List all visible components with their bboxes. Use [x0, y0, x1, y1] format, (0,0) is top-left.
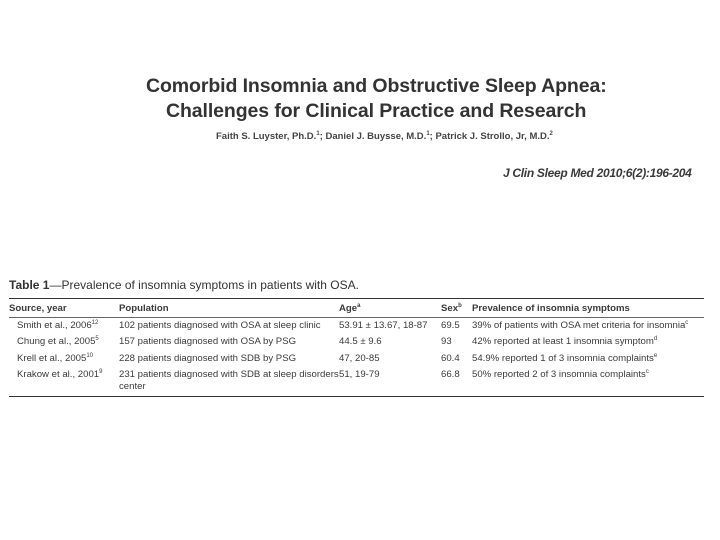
author-name: Daniel J. Buysse, M.D.	[325, 131, 427, 143]
cell-sex: 66.8	[441, 368, 460, 380]
author-list	[216, 131, 553, 142]
column-header-prevalence: Prevalence of insomnia symptoms	[472, 303, 630, 315]
cell-source: Krell et al., 2005$^{10}$	[17, 352, 94, 364]
cell-age: 51, 19-79	[339, 368, 380, 380]
author-separator: ;	[319, 131, 326, 143]
author-name: Patrick J. Strollo, Jr, M.D.	[435, 131, 550, 143]
table-row	[9, 367, 704, 397]
paper-title-line-2: Challenges for Clinical Practice and Research	[166, 100, 587, 122]
cell-sex: 93	[441, 336, 452, 348]
cell-source: Chung et al., 2005$^5$	[17, 336, 99, 348]
cell-prevalence: 39% of patients with OSA met criteria for insomnia$^c$	[472, 320, 689, 332]
cell-prevalence: 50% reported 2 of 3 insomnia complaints$^c$	[472, 368, 649, 380]
cell-source: Smith et al., 2006$^{12}$	[17, 320, 99, 332]
table-row	[9, 318, 704, 335]
author-affiliation: 1	[316, 131, 320, 137]
table-header-row	[9, 299, 704, 318]
table-row	[9, 334, 704, 350]
cell-age: 47, 20-85	[339, 352, 380, 364]
table-label: Table 1	[9, 278, 50, 292]
cell-prevalence: 42% reported at least 1 insomnia symptom$^d$	[472, 336, 658, 348]
cell-population: 157 patients diagnosed with OSA by PSG	[119, 336, 297, 348]
cell-sex: 60.4	[441, 352, 460, 364]
paper-title	[146, 74, 607, 124]
insomnia-prevalence-table	[9, 298, 704, 397]
cell-population: 102 patients diagnosed with OSA at sleep clinic	[119, 320, 321, 332]
author-affiliation: 1	[426, 131, 430, 137]
journal-citation: J Clin Sleep Med 2010;6(2):196-204	[503, 166, 692, 180]
cell-source: Krakow et al., 2001$^9$	[17, 368, 103, 380]
column-header-source: Source, year	[9, 303, 67, 315]
table-header	[9, 299, 704, 318]
table-row	[9, 351, 704, 367]
cell-sex: 69.5	[441, 320, 460, 332]
cell-age: 53.91 ± 13.67, 18-87	[339, 320, 428, 332]
cell-age: 44.5 ± 9.6	[339, 336, 382, 348]
cell-prevalence: 54.9% reported 1 of 3 insomnia complaints$^e$	[472, 352, 658, 364]
column-header-age: Age$^a$	[339, 303, 361, 315]
author-affiliation: 2	[549, 131, 553, 137]
table-caption	[9, 278, 359, 292]
paper-title-line-1: Comorbid Insomnia and Obstructive Sleep Apnea:	[146, 75, 607, 97]
cell-population: 231 patients diagnosed with SDB at sleep disorders center	[119, 368, 339, 392]
table-body	[9, 318, 704, 397]
author-separator: ;	[429, 131, 436, 143]
cell-population: 228 patients diagnosed with SDB by PSG	[119, 352, 297, 364]
author-name: Faith S. Luyster, Ph.D.	[216, 131, 317, 143]
table-caption-text: —Prevalence of insomnia symptoms in patients with OSA.	[49, 278, 359, 292]
column-header-population: Population	[119, 303, 169, 315]
column-header-sex: Sex$^b$	[441, 303, 462, 315]
